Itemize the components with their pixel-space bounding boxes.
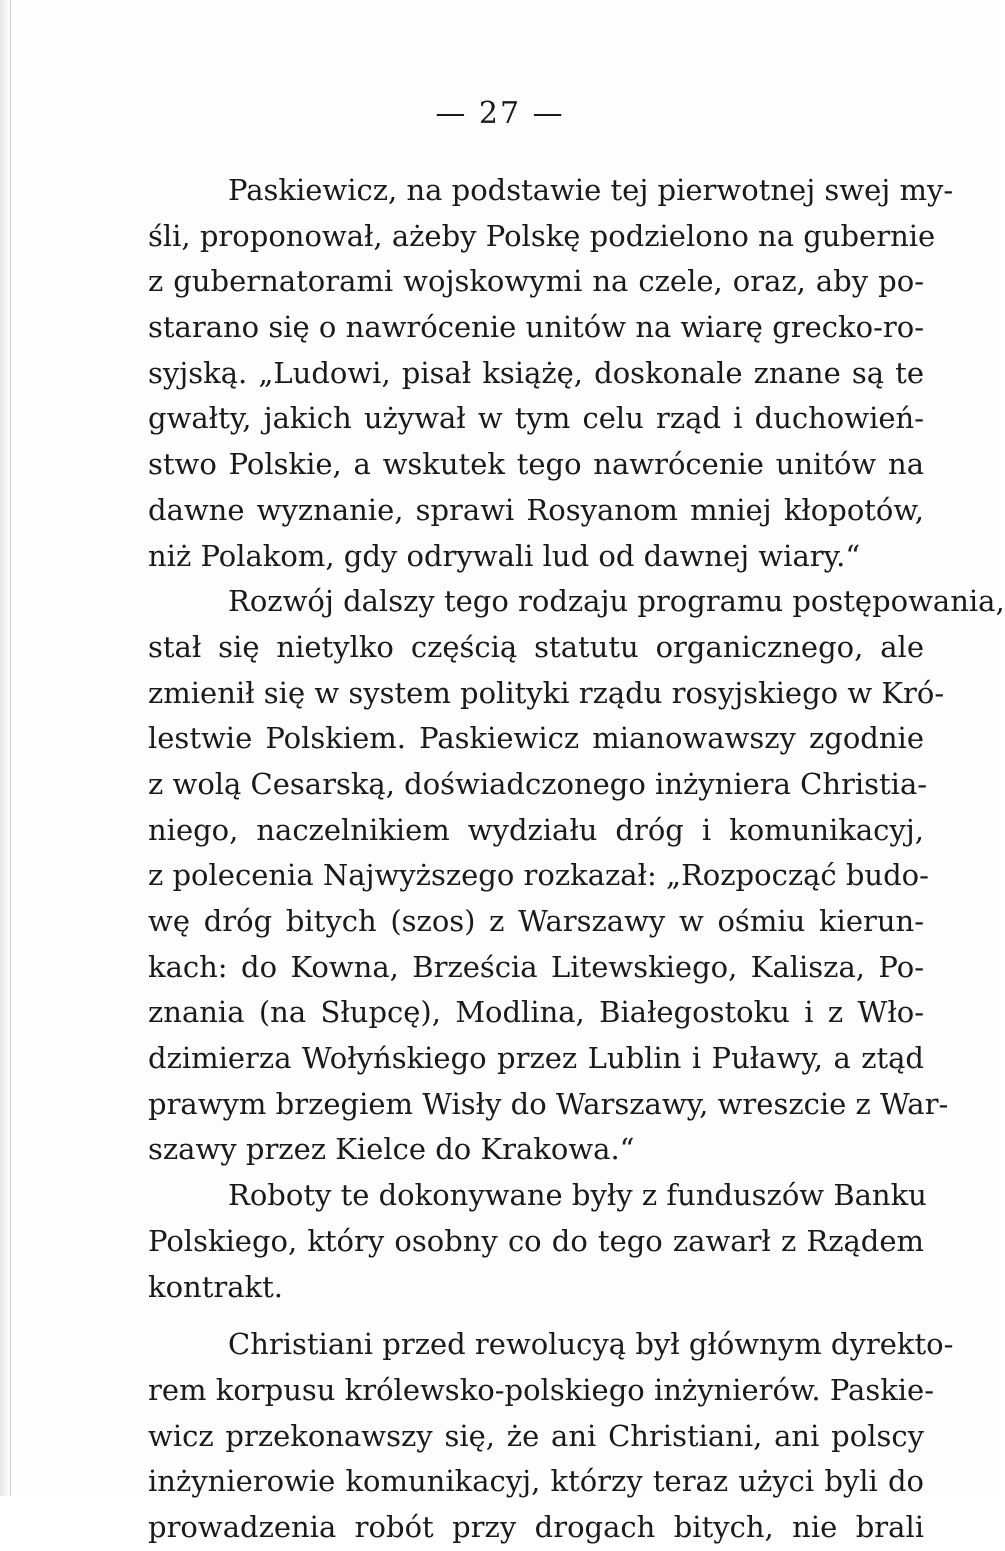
text-line: szawy przez Kielce do Krakowa.“ — [148, 1132, 635, 1167]
text-line: Rozwój dalszy tego rodzaju programu postępowania, — [228, 584, 1005, 619]
text-line: śli, proponował, ażeby Polskę podzielono na gubernie — [148, 218, 936, 253]
page-binding-edge — [0, 0, 11, 1496]
text-line: znania (na Słupcę), Modlina, Białegostoku i z Wło- — [148, 995, 924, 1030]
text-line: lestwie Polskiem. Paskiewicz mianowawszy zgodnie — [148, 721, 924, 756]
text-line: prowadzenia robót przy drogach bitych, nie brali — [148, 1509, 924, 1544]
text-line: gwałty, jakich używał w tym celu rząd i duchowień- — [148, 401, 924, 436]
text-line: syjską. „Ludowi, pisał książę, doskonale znane są te — [148, 355, 924, 390]
text-line: wę dróg bitych (szos) z Warszawy w ośmiu kierun- — [148, 904, 924, 938]
text-line: starano się o nawrócenie unitów na wiarę grecko-ro- — [148, 310, 924, 345]
paragraph-4 — [148, 1322, 954, 1550]
text-line: inżynierowie komunikacyj, którzy teraz użyci byli do — [148, 1464, 924, 1499]
text-line: Roboty te dokonywane były z funduszów Banku — [228, 1178, 927, 1213]
text-line: niż Polakom, gdy odrywali lud od dawnej wiary.“ — [148, 538, 861, 573]
page-number: — 27 — — [435, 96, 565, 131]
text-line: kach: do Kowna, Brześcia Litewskiego, Kalisza, Po- — [148, 949, 924, 984]
paragraph-3 — [148, 1173, 927, 1310]
paragraph-2 — [148, 579, 1005, 1173]
text-line: zmienił się w system polityki rządu rosyjskiego w Kró- — [148, 675, 945, 710]
body-text — [148, 168, 1005, 1551]
paragraph-1 — [148, 168, 954, 579]
paragraph-spacer — [148, 1310, 924, 1322]
text-line: niego, naczelnikiem wydziału dróg i komunikacyj, — [148, 812, 924, 847]
text-line: stał się nietylko częścią statutu organicznego, ale — [148, 629, 924, 664]
text-line: z wolą Cesarską, doświadczonego inżyniera Christia- — [148, 766, 928, 801]
text-line: Polskiego, który osobny co do tego zawarł z Rządem — [148, 1223, 924, 1258]
text-line: dzimierza Wołyńskiego przez Lublin i Puławy, a ztąd — [148, 1041, 924, 1076]
text-line: stwo Polskie, a wskutek tego nawrócenie unitów na — [148, 447, 924, 482]
text-line: Christiani przed rewolucyą był głównym dyrekto- — [228, 1327, 954, 1362]
text-line: rem korpusu królewsko-polskiego inżynierów. Paskie- — [148, 1372, 935, 1407]
text-line: dawne wyznanie, sprawi Rosyanom mniej kłopotów, — [148, 492, 924, 527]
text-line: z polecenia Najwyższego rozkazał: „Rozpocząć budo- — [148, 858, 929, 893]
text-line: z gubernatorami wojskowymi na czele, oraz, aby po- — [148, 264, 924, 299]
text-line: prawym brzegiem Wisły do Warszawy, wreszcie z War- — [148, 1086, 949, 1121]
text-line: wicz przekonawszy się, że ani Christiani, ani polscy — [148, 1418, 924, 1453]
text-line: kontrakt. — [148, 1269, 283, 1304]
text-line: Paskiewicz, na podstawie tej pierwotnej swej my- — [228, 173, 954, 207]
